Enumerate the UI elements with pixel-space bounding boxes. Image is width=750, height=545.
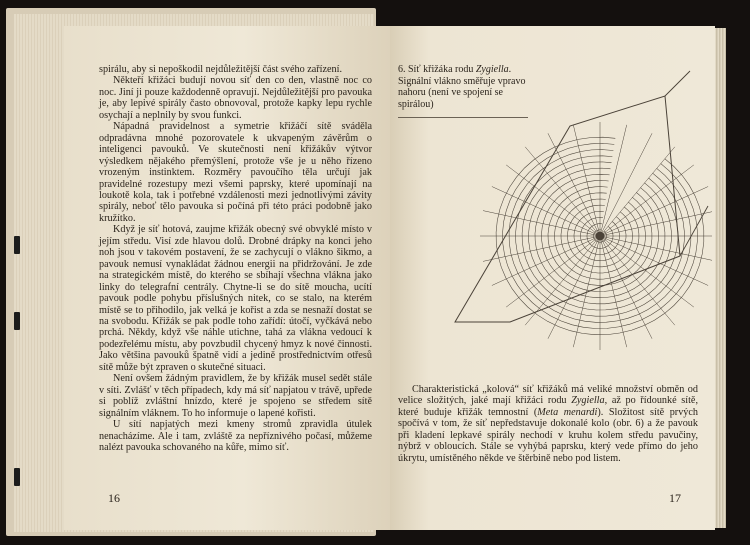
web-frame (455, 96, 680, 322)
web-radius (492, 236, 600, 285)
left-page-text (99, 64, 372, 453)
paragraph: U sítí napjatých mezi kmeny stromů zpravidla útulek nenacházíme. Ale i tam, zvláště za nepříznivého počasí, můžeme nalézt pavouka schovaného na kůře, mimo síť. (99, 419, 372, 453)
binding-clip (14, 468, 20, 486)
web-radius (600, 236, 708, 285)
paragraph (398, 384, 698, 464)
web-radius (600, 187, 708, 236)
caption-rest: . Signální vlákno směřuje vpravo nahoru (není ve spojení se spirálou) (398, 64, 526, 110)
page-number: 16 (108, 491, 120, 505)
web-hub (596, 232, 604, 240)
italic-run: Zygiella (571, 395, 605, 407)
text-run: Charakteristická „kolová“ síť křižáků má veliké množství obměn od velice složitých, jaké mají křižáci rodu (398, 384, 698, 407)
left-page (64, 26, 390, 530)
spider-web-illustration (450, 66, 712, 356)
web-radius (548, 236, 600, 339)
italic-run: Meta menardi (537, 406, 598, 418)
paragraph: Někteří křižáci budují novou síť den co den, vlastně noc co noc. Jiní ji pouze každodenně opravují. Nejdůležitější pro pavouka je, aby lepivé spirály často obnovoval, protože kapky lepu rychle osychají a neplnily by svou funkci. (99, 75, 372, 121)
binding-clip (14, 236, 20, 254)
paragraph: Není ovšem žádným pravidlem, že by křižák musel sedět stále v síti. Zvlášť v těch případech, kdy má síť napjatou v trávě, upřede si poblíž zvláštní hnízdo, které je spojeno se středem sítě signálním vláknem. To ho informuje o lapené kořisti. (99, 373, 372, 419)
web-radius (600, 133, 652, 236)
paragraph: Když je síť hotová, zaujme křižák obecný své obvyklé místo v jejím středu. Visí zde hlavou dolů. Drobné drápky na konci jeho noh jsou v takovém postavení, že se zachycují o vlákno šikmo, a pavouk nemusí vynakládat žádnou energii na přidržování. Je zde na strategickém místě, do kterého se sbíhají všechna vlákna jako linky do telegrafní centrály. Chytne-li se do sítě moucha, ucítí pavouk podle pohybu příslušných nitek, co se stalo, na kterém místě se to přihodilo, jak velká je kořist a zda se nesnaží dostat se na svobodu. Křižák se pak podle toho zařídí: útočí, vyčkává nebo prchá. Někdy, když vše náhle utichne, tahá za vlákna vedoucí k podezřelému místu, aby povzbudil chycený hmyz k nové činnosti. Jako většina pavouků špatně vidí a jedině prostřednictvím otřesů sítě může být zpraven o skutečné situaci. (99, 224, 372, 373)
caption-genus: Zygiella (475, 64, 509, 75)
paragraph: spirálu, aby si nepoškodil nejdůležitější část svého zařízení. (99, 64, 343, 75)
web-radius (600, 236, 652, 339)
right-page-text (398, 384, 698, 464)
web-radius (548, 133, 600, 236)
paragraph: Nápadná pravidelnost a symetrie křižáčí sítě sváděla odpradávna mnohé pozorovatele k ukvapeným závěrům o inteligenci pavouků. Ve skutečnosti není křižákův výtvor výsledkem nějakého přemýšlení, protože vše je u něho řízeno vrozeným instinktem. Rozměry pavoučího těla určují jak pravidelné rozestupy mezi všemi paprsky, které upomínají na loukotě kola, tak i potřebné vzdálenosti mezi jednotlivými závity spirály, neboť tělo pavouka si počíná při této práci podobně jako kružítko. (99, 121, 372, 224)
caption-prefix: 6. Síť křižáka rodu (398, 64, 476, 75)
text-run: , až po řídounké sítě, které buduje křižák temnostní ( (398, 395, 699, 418)
page-number: 17 (669, 491, 681, 505)
binding-clip (14, 312, 20, 330)
web-radius (600, 165, 694, 236)
right-page (390, 26, 715, 530)
text-run: ). Složitost sítě prvých spočívá v tom, že síť nepředstavuje dokonalé kolo (obr. 6) a že pavouk při kladení lepkavé spirály nechodí v kruhu kolem středu pavučiny, nýbrž v obloucích. Stále se vyhýbá paprsku, který vede přímo do jeho úkrytu, umístěného někde ve štěrbině nebo pod listem. (398, 406, 698, 464)
web-radius (492, 187, 600, 236)
